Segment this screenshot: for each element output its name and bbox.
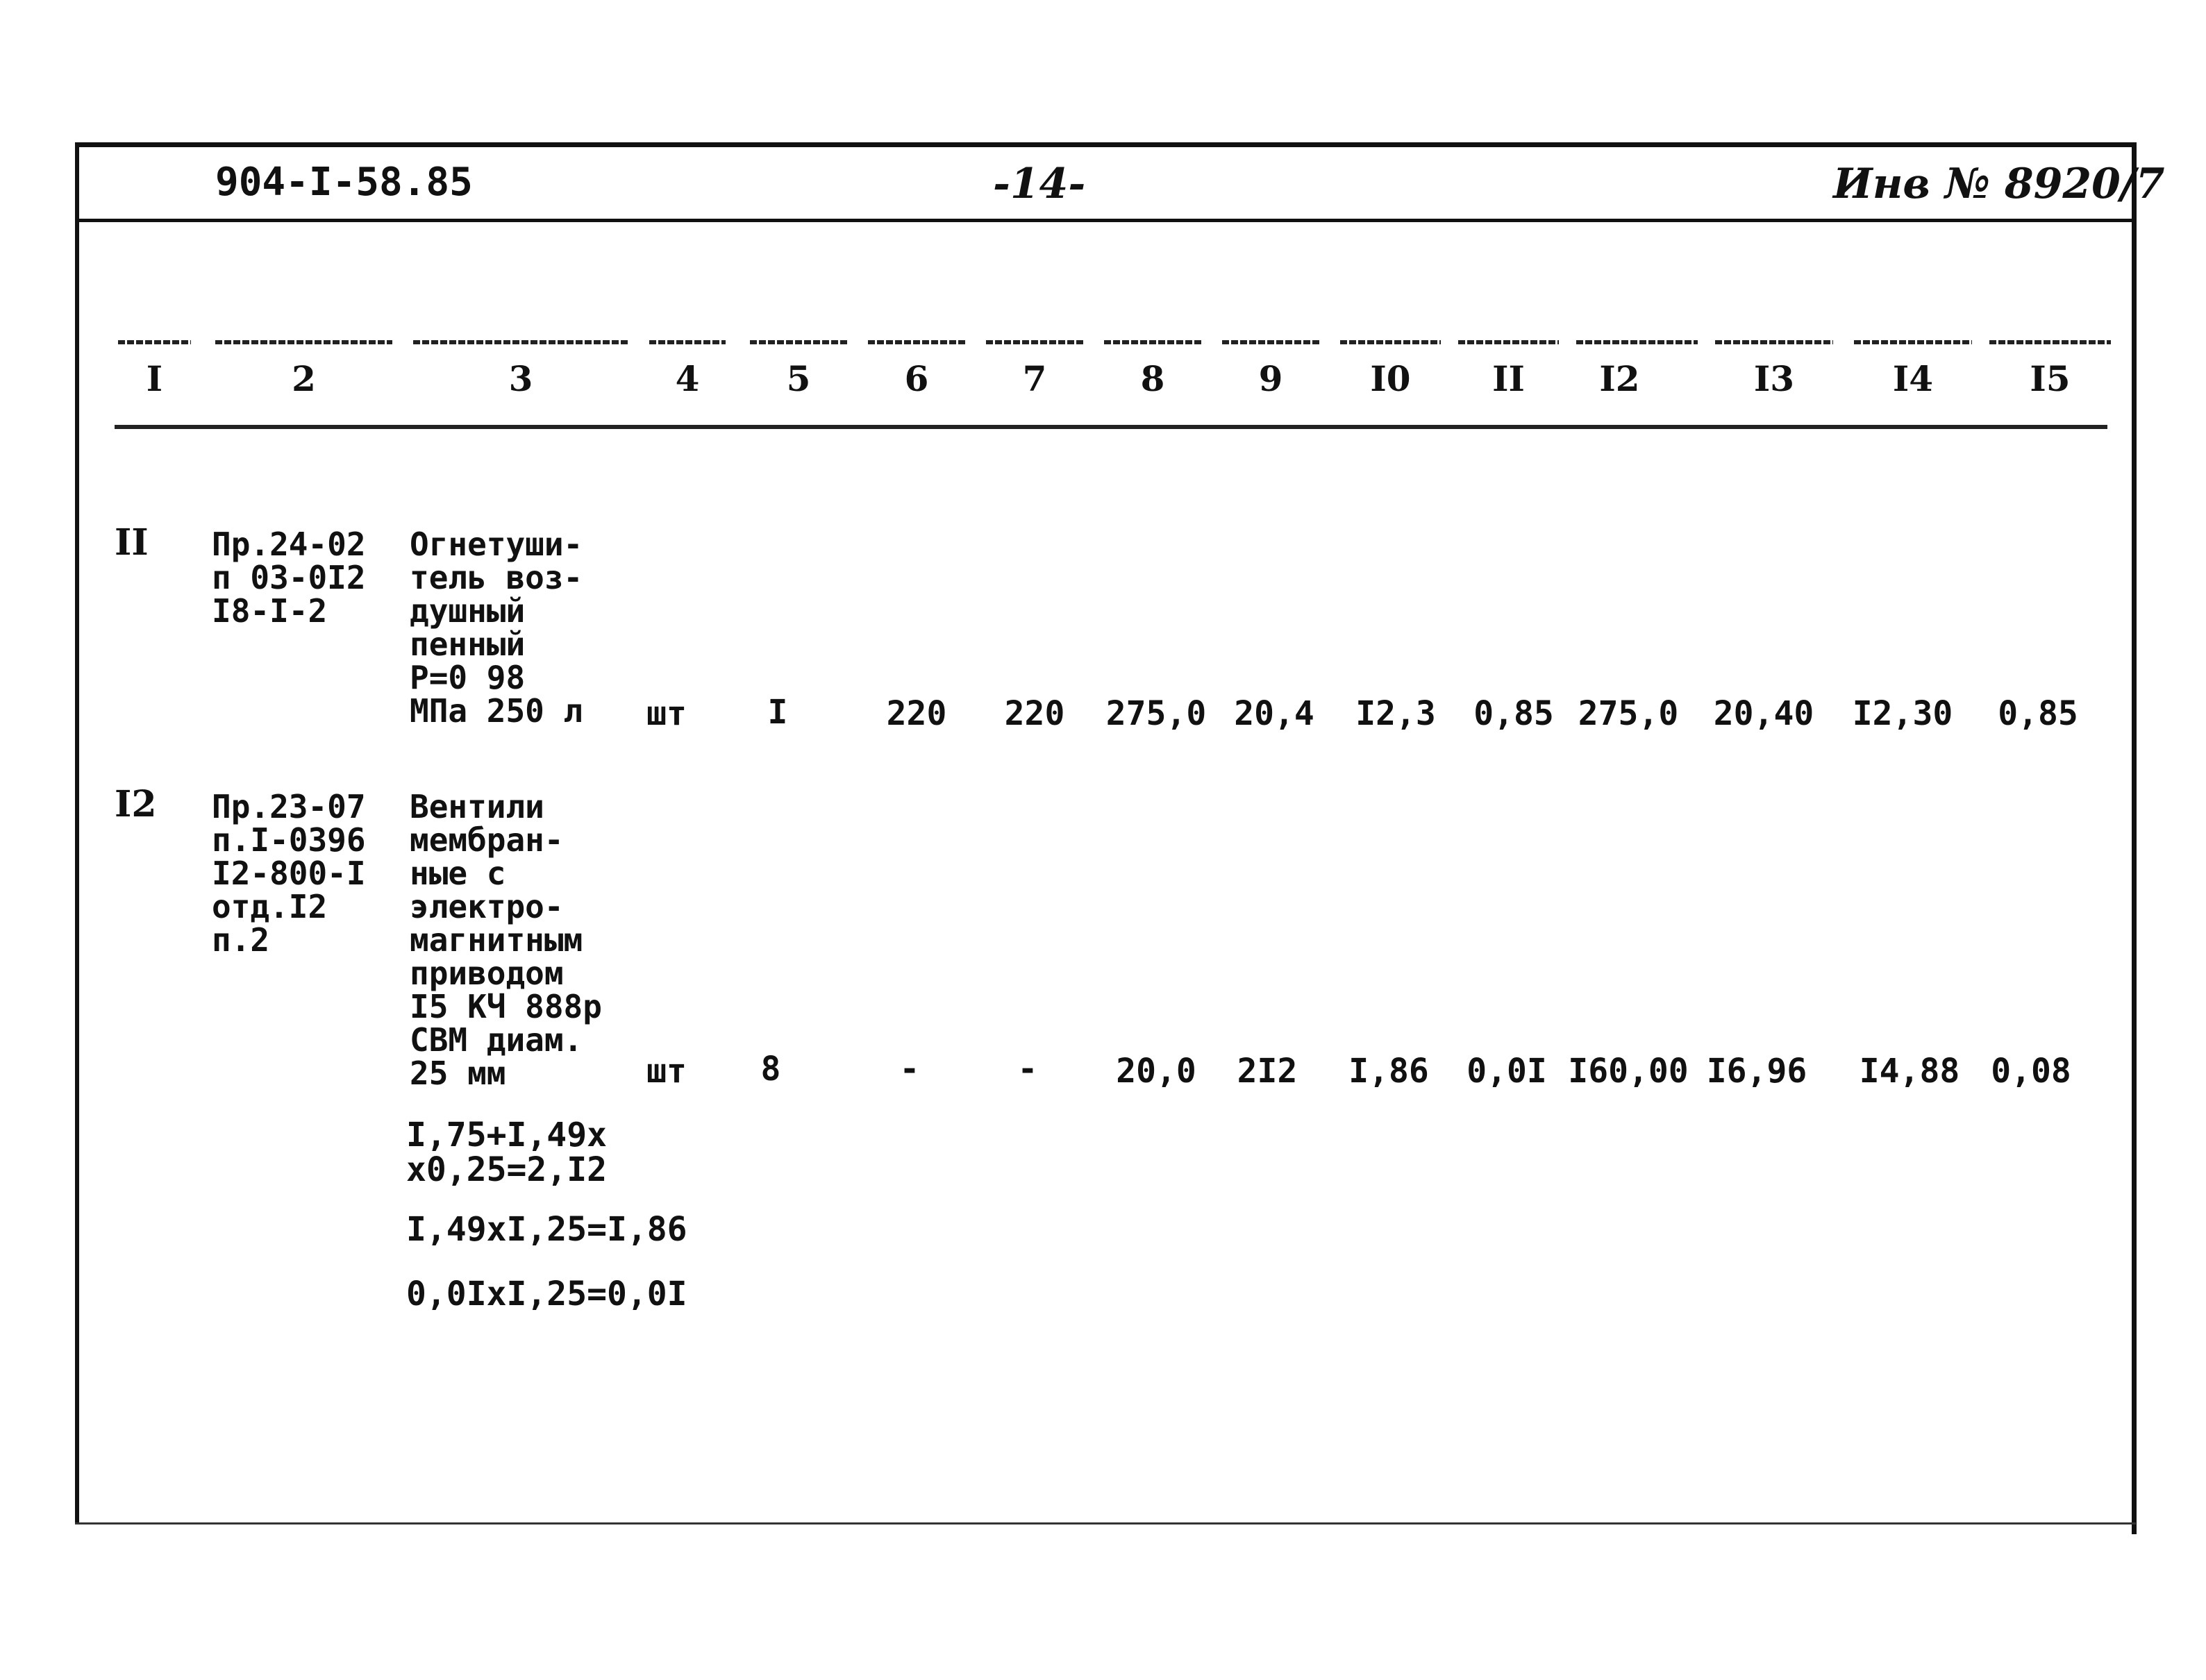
column-dash: [1340, 340, 1441, 344]
column-dash: [649, 340, 726, 344]
column-dash: [1854, 340, 1972, 344]
item-description: Огнетуши- тель воз- душный пенный Р=0 98 МПа 250 л: [410, 526, 583, 730]
calculation-note: 0,0IхI,25=0,0I: [406, 1275, 687, 1313]
column-number: I2: [1599, 358, 1640, 399]
document-code: 904-I-58.85: [215, 160, 473, 205]
cell-col12: 275,0: [1578, 694, 1679, 733]
column-dash: [1989, 340, 2111, 344]
frame-left-border: [75, 142, 79, 1524]
inventory-number: Инв № 8920/7: [1833, 160, 2165, 208]
cell-col7: 220: [1004, 694, 1065, 733]
calculation-note: I,75+I,49х х0,25=2,I2: [406, 1116, 607, 1189]
quantity: I: [767, 693, 788, 732]
column-dash: [1458, 340, 1559, 344]
calculation-note: I,49хI,25=I,86: [406, 1210, 687, 1249]
quantity: 8: [760, 1050, 781, 1089]
column-dash: [413, 340, 628, 344]
header-rule: [79, 219, 2132, 222]
column-number: 3: [508, 358, 533, 399]
column-number: I0: [1370, 358, 1411, 399]
row-number: II: [115, 521, 149, 564]
cell-col11: 0,85: [1473, 694, 1554, 733]
row-number: I2: [115, 783, 157, 825]
cell-col14: I2,30: [1852, 694, 1953, 733]
cell-col7: -: [1017, 1050, 1038, 1089]
frame-top-border: [75, 142, 2136, 147]
column-number: 8: [1140, 358, 1165, 399]
column-number: 4: [675, 358, 700, 399]
cell-col9: 20,4: [1234, 694, 1314, 733]
column-dash: [1222, 340, 1319, 344]
cell-col6: 220: [886, 694, 947, 733]
column-dash: [868, 340, 965, 344]
cell-col15: 0,08: [1991, 1052, 2071, 1091]
column-dash: [1715, 340, 1833, 344]
unit: шт: [646, 1052, 687, 1091]
column-number: 5: [786, 358, 811, 399]
column-number: I4: [1892, 358, 1934, 399]
column-number: 9: [1258, 358, 1283, 399]
cell-col12: I60,00: [1568, 1052, 1689, 1091]
unit: шт: [646, 694, 687, 733]
cell-col13: I6,96: [1706, 1052, 1807, 1091]
cell-col10: I2,3: [1355, 694, 1436, 733]
column-dash: [750, 340, 847, 344]
column-dash: [986, 340, 1083, 344]
column-number: 2: [292, 358, 316, 399]
column-number: I3: [1753, 358, 1795, 399]
frame-right-border: [2132, 142, 2137, 1534]
column-header-rule: [115, 425, 2107, 429]
frame-bottom-border: [75, 1522, 2136, 1524]
column-dash: [215, 340, 392, 344]
column-dash: [118, 340, 191, 344]
column-dash: [1576, 340, 1698, 344]
column-number: II: [1492, 358, 1525, 399]
column-number-row: [111, 340, 2111, 399]
cell-col6: -: [899, 1050, 920, 1089]
column-number: I: [146, 358, 163, 399]
reference-code: Пр.23-07 п.I-0396 I2-800-I отд.I2 п.2: [212, 788, 366, 959]
page-number: -14-: [993, 160, 1086, 208]
cell-col10: I,86: [1348, 1052, 1429, 1091]
cell-col11: 0,0I: [1467, 1052, 1547, 1091]
cell-col14: I4,88: [1859, 1052, 1960, 1091]
cell-col13: 20,40: [1713, 694, 1814, 733]
cell-col8: 275,0: [1105, 694, 1207, 733]
column-number: 7: [1022, 358, 1047, 399]
item-description: Вентили мембран- ные с электро- магнитным приводом I5 КЧ 888р СВМ диам. 25 мм: [410, 788, 602, 1092]
column-dash: [1104, 340, 1201, 344]
reference-code: Пр.24-02 п 03-0I2 I8-I-2: [212, 526, 366, 630]
cell-col9: 2I2: [1237, 1052, 1298, 1091]
column-number: I5: [2030, 358, 2071, 399]
cell-col8: 20,0: [1116, 1052, 1196, 1091]
cell-col15: 0,85: [1998, 694, 2078, 733]
column-number: 6: [904, 358, 929, 399]
